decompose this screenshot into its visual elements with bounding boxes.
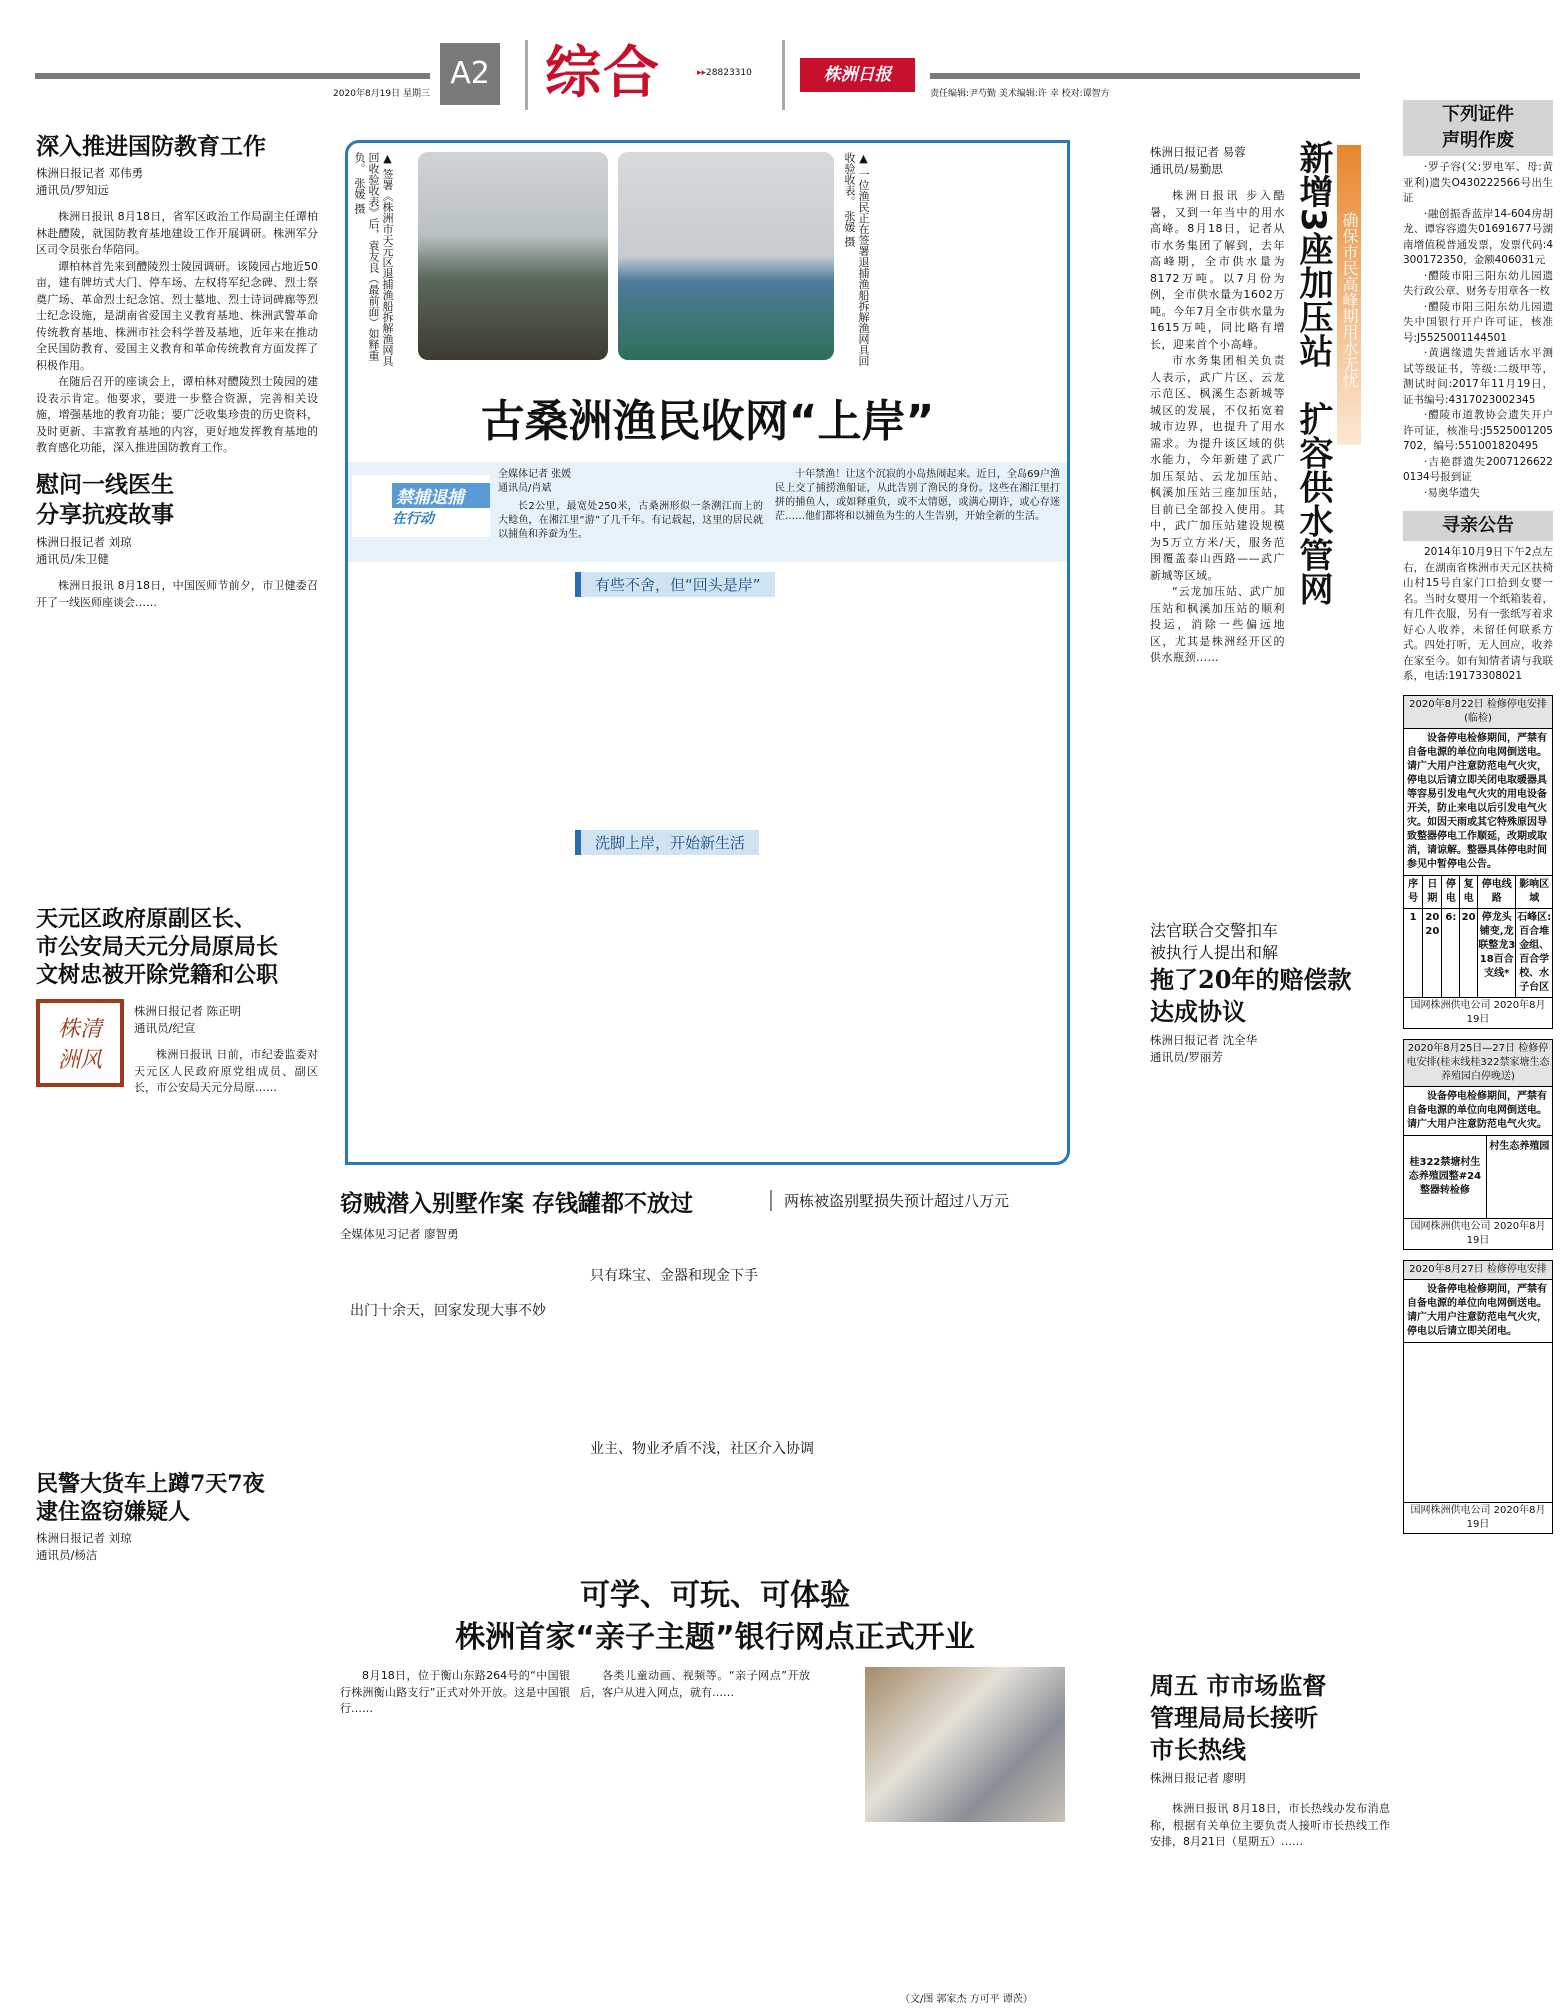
byline: 通讯员/罗丽芳 [1150, 1050, 1223, 1064]
byline: 通讯员/朱卫健 [36, 552, 109, 566]
outage-text: 设备停电检修期间，严禁有自备电源的单位向电网倒送电。请广大用户注意防范电气火灾，停电以后请立即关闭电取暖器具等容易引发电气火灾的用电设备开关，防止来电以后引发电气火灾。如因天雨或其它特殊原因导致整器停电工作顺延，改期或取消，请谅解。整器具体停电时间参见中暂停电公告。 [1407, 732, 1547, 870]
article-hotline [1150, 1670, 1390, 1851]
section-title: 综合 [545, 41, 661, 106]
classifieds-column [1403, 100, 1553, 1534]
bank-body [340, 1668, 570, 1718]
lead-paragraph: 十年禁渔！让这个沉寂的小岛热闹起来。近日，全岛69户渔民上交了捕捞渔船证，从此告别了渔民的身份。这些在湘江里打拼的捕鱼人，或如释重负，或不太情愿，或满心期许，或心存迷茫……他们都将和以捕鱼为生的人生告别，开始全新的生活。 [775, 469, 1060, 522]
subhead-text: 洗脚上岸，开始新生活 [575, 830, 759, 855]
outage-notice-1 [1403, 695, 1553, 1029]
outage-heading: 2020年8月25日—27日 检修停电安排(桂末线桂322禁家塘生态养殖园白停晚送) [1404, 1040, 1552, 1087]
outage-text: 设备停电检修期间，严禁有自备电源的单位向电网倒送电。请广大用户注意防范电气火灾。 [1407, 1090, 1547, 1130]
theft-subhead-1: 出门十余天，回家发现大事不妙 [350, 1303, 546, 1319]
article-police [36, 1470, 318, 1574]
byline: 株洲日报记者 易蓉 [1150, 145, 1246, 159]
theft-subtitle: 两栋被盗别墅损失预计超过八万元 [770, 1190, 1009, 1211]
kicker: 被执行人提出和解 [1150, 943, 1279, 962]
bank-credit: （文/图 郭家杰 方可平 谭茨） [900, 1994, 1033, 2005]
article-defense-education [36, 128, 318, 457]
section-subhead-2 [575, 830, 759, 855]
lost-notices-heading: 下列证件 声明作废 [1403, 100, 1553, 156]
headline: 慰问一线医生 [36, 472, 174, 498]
feature-lead-2 [775, 468, 1060, 524]
headline: 周五 市市场监督 [1150, 1671, 1327, 1700]
subhead-text: 有些不舍，但“回头是岸” [575, 572, 775, 597]
outage-table [1404, 1342, 1552, 1502]
hotline [697, 68, 752, 78]
editors-credit: 责任编辑:尹芍勤 美术编辑:许 幸 校对:谭智方 [930, 89, 1110, 99]
headline: 拖了20年的赔偿款 [1150, 965, 1352, 994]
byline: 株洲日报记者 廖明 [1150, 1771, 1246, 1785]
article-discipline [36, 905, 318, 1107]
article-body: 各类儿童动画、视频等。“亲子网点”开放后，客户从进入网点，就有…… [580, 1669, 810, 1699]
outage-notice-3 [1403, 1260, 1553, 1534]
article-body: 8月18日，位于衡山东路264号的“中国银行株洲衡山路支行”正式对外开放。这是中国银行…… [340, 1669, 570, 1715]
header-rule-left [35, 73, 430, 79]
article-court [1150, 920, 1390, 1076]
theft-subhead-2: 只有珠宝、金器和现金下手 [590, 1268, 758, 1284]
campaign-logo-line-2: 在行动 [392, 511, 434, 527]
header-rule-right [930, 73, 1360, 79]
headline: 天元区政府原副区长、 [36, 906, 257, 932]
byline: 株洲日报记者 陈正明 [134, 1004, 242, 1018]
photo-signing-form [618, 152, 834, 360]
outage-text: 设备停电检修期间，严禁有自备电源的单位向电网倒送电。请广大用户注意防范电气火灾，停电以后请立即关闭电。 [1407, 1283, 1547, 1337]
headline: 逮住盗窃嫌疑人 [36, 1499, 191, 1525]
outage-footer: 国网株洲供电公司 2020年8月19日 [1404, 1502, 1552, 1533]
article-doctors [36, 470, 318, 611]
search-notice-text: 2014年10月9日下午2点左右，在湖南省株洲市天元区扶椅山村15号自家门口拾到女婴一名。当时女婴用一个纸箱装着，有几件衣服，另有一张纸写着求好心人收养，未留任何联系方式。四处打听，无人回应，收养在家至今。如有知情者请与我联系，电话:19173308021 [1403, 546, 1553, 682]
byline: 全媒体记者 张媛 [498, 469, 572, 480]
article-body: 株洲日报讯 步入酷暑，又到一年当中的用水高峰。8月18日，记者从市水务集团了解到，去年高峰期，全市供水量为8172万吨。以7月份为例，全市供水量为1602万吨。今年7月全市供水量为1615万吨，同比略有增长，迎来首个小高峰。 市水务集团相关负责人表示，武广片区、云龙示范区、枫溪生态新城等城区的发展，不仅拓宽着城市边界，也提升了用水需求。为提升该区域的供水能力，今年新建了武广加压泵站、云龙加压站、枫溪加压站三座加压站，目前已全部投入使用。其中，武广加压站建设规模为5万立方米/天，服务范围覆盖泰山西路——武广新城等区域。 “云龙加压站、武广加压站和枫溪加压站的顺利投运，消除一些偏远地区，尤其是株洲经开区的供水瓶颈…… [1150, 189, 1285, 664]
byline: 株洲日报记者 邓伟勇 [36, 166, 144, 180]
outage-heading: 2020年8月27日 检修停电安排 [1404, 1261, 1552, 1280]
headline: 达成协议 [1150, 997, 1246, 1026]
newspaper-logo: 株洲日报 [800, 58, 915, 92]
outage-footer: 国网株洲供电公司 2020年8月19日 [1404, 997, 1552, 1028]
headline: 市公安局天元分局原局长 [36, 934, 279, 960]
byline: 通讯员/易勤思 [1150, 162, 1223, 176]
issue-date: 2020年8月19日 星期三 [333, 89, 430, 99]
outage-table-header: 序号 日期 停电 复电 停电线路 影响区域 [1404, 875, 1552, 908]
search-notice-heading: 寻亲公告 [1403, 511, 1553, 541]
article-body: 株洲日报讯 8月18日，市长热线办发布消息称，根据有关单位主要负责人接听市长热线工作安排，8月21日（星期五）…… [1150, 1802, 1390, 1848]
bank-body-2 [580, 1668, 810, 1701]
lost-notices: ·罗子容(父:罗电军、母:黄亚利)遗失O430222566号出生证 ·融创振香蓝岸14-604房胡龙、谭容容遗失01691677号湖南增值税普通发票，发票代码:4300172350，金额406031元 ·醴陵市阳三阳东幼儿园遗失行政公章、财务专用章各一枚 ·醴陵市阳三阳东幼儿园遗失中国银行开户许可证，核准号:J5525001144501 ·黄遇缘遗失普通话水平测试等级证书，等级:二级甲等，测试时间:2017年11月19日，证书编号:4317023002345 ·醴陵市道教协会遗失开户许可证，核准号:J5525001205702，编号:551001820495 ·吉艳群遗失20071266220134号报到证 ·易奥华遗失 [1403, 161, 1553, 499]
theft-headline: 窃贼潜入别墅作案 存钱罐都不放过 [340, 1190, 694, 1217]
byline: 株洲日报记者 刘琼 [36, 1531, 132, 1545]
byline: 通讯员/纪宣 [134, 1021, 196, 1035]
hotline-number: 28823310 [706, 68, 752, 78]
photo-caption-2: ▲ 一位渔民正在签署退捕渔船拆解渔网具回收验收表。 张媛 摄 [843, 152, 870, 367]
headline: 管理局局长接听 [1150, 1703, 1318, 1732]
article-body: 株洲日报讯 8月18日，省军区政治工作局副主任谭柏林赴醴陵，就国防教育基地建设工作开展调研。株洲军分区司令员张台华陪同。 谭柏林首先来到醴陵烈士陵园调研。该陵园占地近50亩，建有牌坊式大门、停车场、左权将军纪念碑、烈士祭奠广场、革命烈士纪念馆、烈士墓地、烈士诗词碑廊等烈士纪念设施，是湖南省爱国主义教育基地、株洲武警革命传统教育基地、株洲市社会科学普及基地，近年来在推动全民国防教育、爱国主义教育和革命传统教育方面发挥了积极作用。 在随后召开的座谈会上，谭柏林对醴陵烈士陵园的建设表示肯定。他要求，要进一步整合资源，完善相关设施，增强基地的教育功能；要广泛收集珍贵的历史资料，及时更新、丰富教育基地的内容，更好地发挥教育基地的教育感化功能，深入推进国防教育工作。 [36, 210, 318, 454]
article-body: 株洲日报讯 日前，市纪委监委对天元区人民政府原党组成员、副区长，市公安局天元分局原…… [134, 1048, 318, 1094]
campaign-logo-line-1: 禁捕退捕 [392, 483, 490, 508]
byline: 株洲日报记者 刘琼 [36, 535, 132, 549]
article-water [1150, 140, 1285, 667]
headline-part-2: 扩容供水管网 [1293, 401, 1333, 606]
byline: 通讯员/杨洁 [36, 1548, 98, 1562]
lost-notices-block [1403, 100, 1553, 501]
photo-caption-1: ▲ 签署《株洲市天元区退捕渔船拆解渔网具回收验收表》后，袁友良（最前面）如释重负。 张媛 摄 [353, 152, 394, 367]
headline: 分享抗疫故事 [36, 502, 174, 528]
feature-headline: 古桑洲渔民收网“上岸” [480, 396, 935, 447]
water-kicker: 确保市民高峰期用水无忧 [1337, 145, 1361, 445]
kicker: 法官联合交警扣车 [1150, 921, 1279, 940]
search-notice [1403, 511, 1553, 685]
water-headline [1290, 140, 1332, 606]
byline: 通讯员/肖斌 [498, 483, 552, 494]
article-body: 株洲日报讯 8月18日，中国医师节前夕，市卫健委召开了一线医师座谈会…… [36, 579, 318, 609]
bank-headline [340, 1575, 1090, 1659]
byline: 通讯员/罗知远 [36, 183, 109, 197]
headline: 文树忠被开除党籍和公职 [36, 962, 279, 988]
campaign-logo [352, 475, 490, 537]
photo-bank-branch [865, 1667, 1065, 1822]
outage-table-row: 桂322禁塘村生态养殖园整#24整器转检修 村生态养殖园 [1404, 1135, 1552, 1218]
outage-table-row: 1 2020 6: 20 停龙头铺变,龙联整龙318百合支线* 石峰区:百合堆金组、百合学校、水子台区 [1404, 908, 1552, 997]
headline-part-1: 新增3座加压站 [1293, 140, 1333, 368]
headline: 民警大货车上蹲7天7夜 [36, 1471, 265, 1497]
feature-lead [498, 468, 763, 542]
clean-wind-seal-logo: 株清 洲风 [36, 999, 124, 1087]
byline: 株洲日报记者 沈全华 [1150, 1033, 1258, 1047]
lead-paragraph: 长2公里，最宽处250米，古桑洲形似一条溯江而上的大鲶鱼，在湘江里“游”了几千年。有记载起，这里的居民就以捕鱼和养蚕为生。 [498, 501, 763, 540]
headline-line-2: 株洲首家“亲子主题”银行网点正式开业 [455, 1620, 975, 1655]
outage-footer: 国网株洲供电公司 2020年8月19日 [1404, 1218, 1552, 1249]
outage-heading: 2020年8月22日 检修停电安排(临检) [1404, 696, 1552, 729]
headline: 市长热线 [1150, 1735, 1246, 1764]
section-subhead-1 [575, 572, 775, 597]
byline: 全媒体见习记者 廖智勇 [340, 1227, 459, 1241]
outage-notice-2 [1403, 1039, 1553, 1250]
hotline-arrow-icon: ▸▸ [697, 68, 707, 78]
photo-fishermen-boats [418, 152, 608, 360]
theft-subhead-3: 业主、物业矛盾不浅，社区介入协调 [590, 1441, 814, 1457]
headline-line-1: 可学、可玩、可体验 [580, 1578, 850, 1613]
headline: 深入推进国防教育工作 [36, 134, 266, 160]
page-number: A2 [440, 43, 500, 105]
